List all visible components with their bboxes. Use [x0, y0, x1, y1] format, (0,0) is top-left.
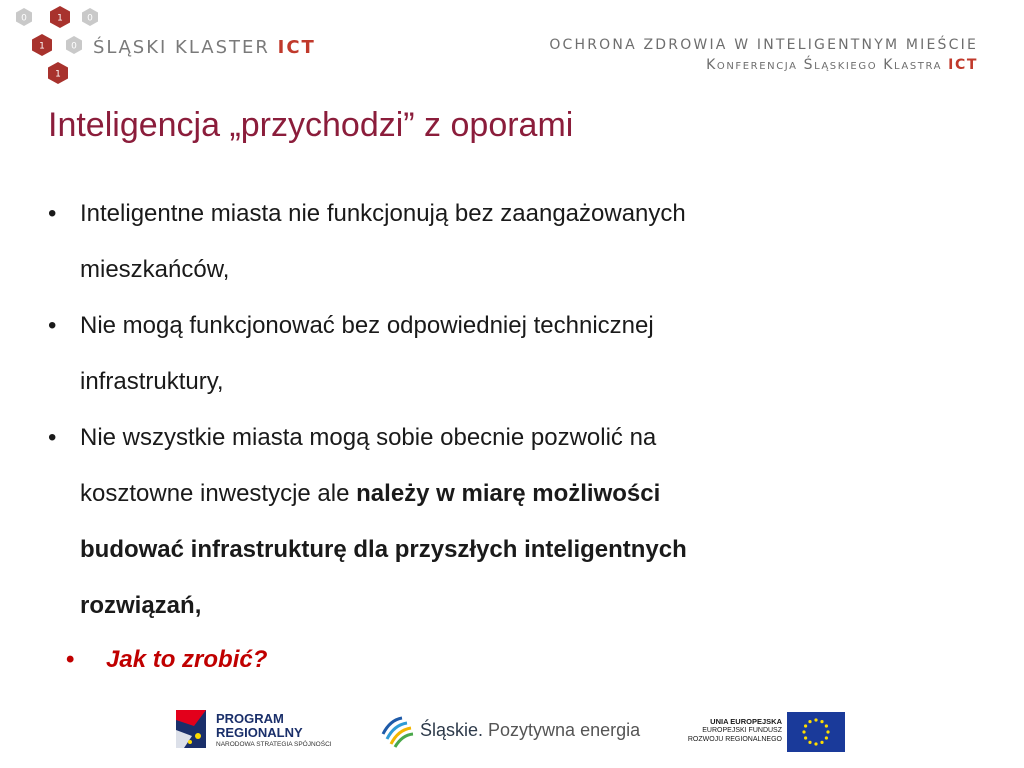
program-subline: NARODOWA STRATEGIA SPÓJNOŚCI [216, 741, 332, 748]
logo-hex-digit: 0 [21, 13, 27, 24]
bullet-text: Nie wszystkie miasta mogą sobie obecnie pozwolić na [80, 424, 657, 451]
cluster-name-text: ŚLĄSKI KLASTER [93, 37, 270, 58]
slaskie-logo-icon [380, 714, 414, 748]
conference-topic: OCHRONA ZDROWIA W INTELIGENTNYM MIEŚCIE [549, 37, 978, 53]
conference-ict: ICT [948, 57, 978, 73]
slaskie-slogan: Pozytywna energia [483, 720, 641, 740]
program-regionalny-text [216, 712, 332, 750]
eu-flag-icon [787, 712, 845, 752]
bullet-text: mieszkańców, [80, 256, 230, 283]
conference-name-text: Konferencja Śląskiego Klastra [706, 57, 943, 73]
eu-line: UNIA EUROPEJSKA [710, 717, 782, 726]
bullet-bold-text: budować infrastrukturę dla przyszłych inteligentnych [80, 536, 687, 563]
eu-star [820, 741, 823, 744]
bullet-text: kosztowne inwestycje ale [80, 480, 357, 507]
logo-hex-digit: 1 [55, 69, 61, 80]
eu-star [808, 741, 811, 744]
bullet-text: Nie mogą funkcjonować bez odpowiedniej technicznej [80, 312, 654, 339]
bullet-text: infrastruktury, [80, 368, 224, 395]
bullet-list [48, 186, 928, 634]
program-line: PROGRAM [216, 711, 284, 726]
bullet-bold-text: rozwiązań, [80, 592, 202, 619]
eu-star [814, 718, 817, 721]
program-regionalny-logo-icon [170, 706, 214, 752]
footer-logos [0, 700, 1024, 760]
eu-star [825, 736, 828, 739]
eu-star [825, 724, 828, 727]
eu-line: ROZWOJU REGIONALNEGO [687, 736, 782, 743]
slide-title: Inteligencja „przychodzi” z oporami [48, 106, 574, 144]
slaskie-name: Śląskie. [420, 720, 484, 740]
eu-star [804, 736, 807, 739]
logo-hex-digit: 1 [57, 13, 63, 24]
conference-name [549, 57, 978, 73]
bullet-bold-text: należy w miarę możliwości [356, 480, 661, 507]
eu-star [820, 720, 823, 723]
eu-star [814, 742, 817, 745]
eu-line: EUROPEJSKI FUNDUSZ [702, 727, 782, 734]
eu-star [808, 720, 811, 723]
conference-header [549, 37, 978, 73]
eu-text [672, 717, 782, 744]
slaskie-text [420, 720, 640, 741]
bullet-item [48, 186, 928, 298]
bullet-item [48, 298, 928, 410]
bullet-item [48, 410, 928, 634]
sub-bullet-item: • Jak to zrobić? [48, 632, 267, 688]
cluster-name [93, 37, 316, 58]
cluster-ict: ICT [277, 37, 316, 58]
cluster-logo-icon [10, 6, 100, 90]
logo-hex-digit: 0 [87, 13, 93, 24]
eu-star [802, 730, 805, 733]
bullet-text: Inteligentne miasta nie funkcjonują bez zaangażowanych [80, 200, 686, 227]
logo-hex-digit: 0 [71, 41, 77, 52]
sub-bullet-list [48, 632, 267, 688]
program-line: REGIONALNY [216, 725, 303, 740]
eu-star [804, 724, 807, 727]
logo-hex-digit: 1 [39, 41, 45, 52]
eu-star [826, 730, 829, 733]
